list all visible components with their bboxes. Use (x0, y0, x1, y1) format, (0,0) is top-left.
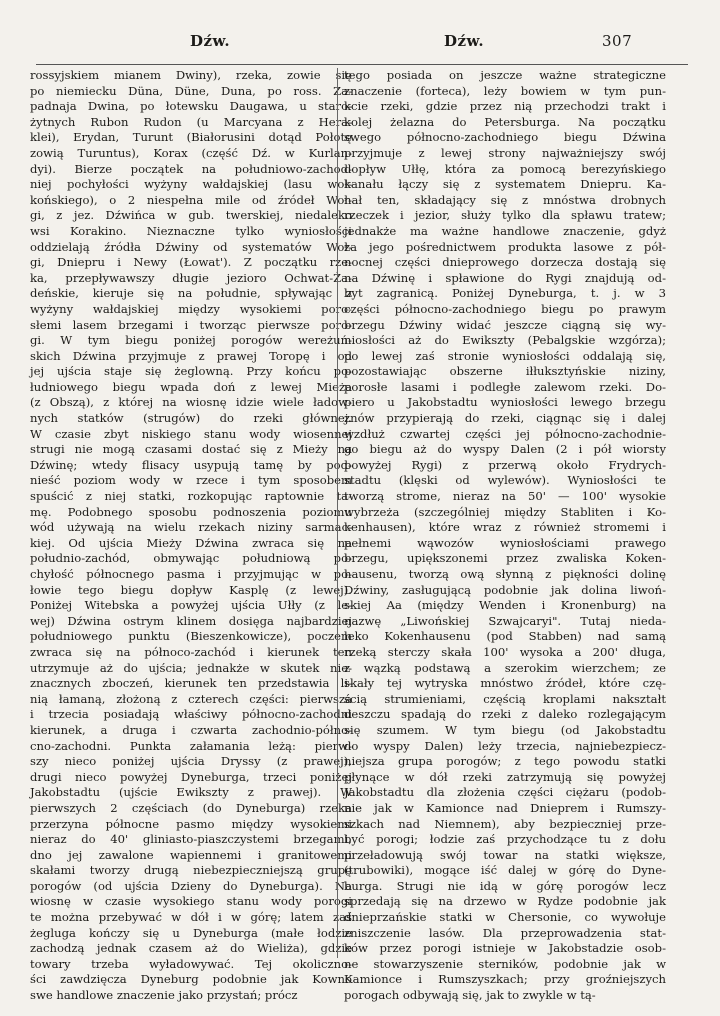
text-line: padnaja Dwina, po łotewsku Daugawa, u staro- (30, 99, 352, 114)
text-line: strugi nie mogą czasami dostać się z Mieży na (30, 442, 352, 457)
text-line: znacznych zboczeń, kierunek ten przedstawia li- (30, 676, 352, 691)
right-column (344, 68, 666, 1004)
text-line: zniszczenie lasów. Dla przeprowadzenia stat- (344, 925, 666, 940)
text-line: gi, z jez. Dźwińca w gub. twerskiej, niedaleko (30, 208, 352, 223)
text-line: skich Dźwina przyjmuje z prawej Toropę i od (30, 348, 352, 363)
text-line: gi. W tym biegu poniżej porogów wereżuń- (30, 333, 352, 348)
left-column (30, 68, 352, 1004)
text-line: kolej żelazna do Petersburga. Na początku (344, 114, 666, 129)
text-line: części północno-zachodniego biegu po prawym (344, 301, 666, 316)
text-line: brzegu, upiększonemi przez zwaliska Koken- (344, 551, 666, 566)
text-line: nieraz do 40' gliniasto-piaszczystemi brzegami, (30, 832, 352, 847)
text-line: się szumem. W tym biegu (od Jakobstadtu (344, 722, 666, 737)
text-line: kierunek, a druga i czwarta zachodnio-półno- (30, 722, 352, 737)
text-line: (trubowiki), mogące iść dalej w górę do Dyne- (344, 863, 666, 878)
text-line: deńskie, kieruje się na południe, spływając z (30, 286, 352, 301)
text-line: (z Obszą), z której na wiosnę idzie wiele ładow- (30, 395, 352, 410)
text-line: hausenu, tworzą ową słynną z piękności dolinę (344, 567, 666, 581)
text-line: kiej. Od ujścia Mieży Dźwina zwraca się na (30, 535, 352, 550)
text-line: jej ujścia staje się żeglowną. Przy końcu po- (30, 364, 352, 379)
text-line: tworzą strome, nieraz na 50' — 100' wysokie (344, 489, 666, 504)
text-line: niej pochyłości wyżyny wałdajskiej (lasu woł- (30, 177, 352, 192)
text-line: Kamionce i Rumszyszkach; przy groźniejszych (344, 972, 666, 987)
text-line: ne stowarzyszenie sterników, podobnie jak w (344, 956, 666, 971)
text-line: burga. Strugi nie idą w górę porogów lecz (344, 878, 666, 893)
text-line: zachodzą jednak czasem aż do Wieliża), gdzie (30, 941, 352, 956)
text-line: spuścić z niej statki, rozkopując raptownie ta- (30, 489, 352, 504)
text-line: ścią strumieniami, częścią kroplami nakształt (344, 691, 666, 706)
text-line: wyżyny wałdajskiej między wysokiemi poro- (30, 301, 352, 316)
text-line: zowią Turuntus), Korax (część Dź. w Kurlan- (30, 145, 352, 160)
text-line: drugi nieco powyżej Dyneburga, trzeci poniżej (30, 769, 352, 784)
text-line: przyjmuje z lewej strony najważniejszy swój (344, 145, 666, 160)
text-line: nych statków (strugów) do rzeki głównej. (30, 411, 352, 426)
text-line: mę. Podobnego sposobu podnoszenia poziomu (30, 504, 352, 519)
text-line: swego północno-zachodniego biegu Dźwina (344, 130, 666, 145)
text-line: ści zawdzięcza Dyneburg podobnie jak Kowno (30, 972, 352, 987)
text-line: i trzecia posiadają właściwy północno-zachodni (30, 707, 352, 722)
text-line: ka, przepływawszy długie jezioro Ochwat-Ża- (30, 270, 352, 285)
text-line: do wyspy Dalen) leży trzecia, najniebezpiecz- (344, 738, 666, 753)
text-line: niosłości aż do Ewikszty (Pebalgskie wzgórza); (344, 333, 666, 348)
text-line: nieść poziom wody w rzece i tym sposobem (30, 473, 352, 488)
text-line: znów przypierają do rzeki, ciągnąc się i dalej (344, 411, 666, 426)
text-line: za jego pośrednictwem produkta lasowe z pół- (344, 239, 666, 254)
text-line: żegluga kończy się u Dyneburga (małe łodzie (30, 925, 352, 940)
text-line: szkach nad Niemnem), aby bezpieczniej prze- (344, 816, 666, 831)
text-line: deszczu spadają do rzeki z daleko rozlegającym (344, 707, 666, 722)
text-line: Jakobstadtu dla złożenia części ciężaru (podob- (344, 785, 666, 800)
text-line: W czasie zbyt niskiego stanu wody wiosennej (30, 426, 352, 441)
text-line: powyżej Rygi) z przerwą około Frydrych- (344, 457, 666, 472)
text-line: dopływ Ułłę, która za pomocą berezyńskiego (344, 161, 666, 176)
text-line: wybrzeża (szczególniej między Stabliten i Ko- (344, 504, 666, 519)
text-line: sprzedają się na drzewo w Rydze podobnie jak (344, 894, 666, 909)
text-line: tego posiada on jeszcze ważne strategiczne (344, 68, 666, 82)
text-line: znaczenie (forteca), leży bowiem w tym pun- (344, 83, 666, 98)
text-line: wzdłuż czwartej części jej północno-zachodnie- (344, 426, 666, 441)
text-line: rossyjskiem mianem Dwiny), rzeka, zowie się (30, 68, 352, 82)
text-line: skałami tworzy drugą niebezpieczniejszą grupę (30, 863, 352, 878)
text-line: kanału łączy się z systematem Dniepru. Ka- (344, 177, 666, 192)
left-column-text (30, 68, 352, 1004)
text-line: zwraca się na północo-zachód i kierunek ten (30, 644, 352, 659)
text-line: towary trzeba wyładowywać. Tej okoliczno- (30, 956, 352, 971)
text-line: dno jej zawalone wapiennemi i granitowemi (30, 847, 352, 862)
text-line: ków przez porogi istnieje w Jakobstadzie osob- (344, 941, 666, 956)
text-line: Poniżej Witebska a powyżej ujścia Ułły (z le- (30, 598, 352, 613)
text-line: pozostawiając obszerne iłłuksztyńskie niziny, (344, 364, 666, 379)
text-line: klei), Erydan, Turunt (Białorusini dotąd Połotę (30, 130, 352, 145)
running-head-left: Dźw. (190, 32, 231, 50)
text-line: przeładowują swój towar na statki większe, (344, 847, 666, 862)
text-line: pierwszych 2 częściach (do Dyneburga) rzeka (30, 800, 352, 815)
text-line: przerzyna północne pasmo między wysokiemi (30, 816, 352, 831)
text-line: południo-zachód, obmywając południową po- (30, 551, 352, 566)
text-line: wiosnę w czasie wysokiego stanu wody porogi (30, 894, 352, 909)
text-line: stadtu (klęski od wylewów). Wyniosłości te (344, 473, 666, 488)
text-line: końskiego), o 2 niespełna mile od źródeł Woł- (30, 192, 352, 207)
text-line: słemi lasem brzegami i tworząc pierwsze poro- (30, 317, 352, 332)
text-line: nazwę „Liwońskiej Szwajcaryi". Tutaj nieda- (344, 613, 666, 628)
text-line: szy nieco poniżej ujścia Dryssy (z prawej), (30, 754, 352, 769)
text-line: dnieprzańskie statki w Chersonie, co wywołuje (344, 910, 666, 925)
text-line: swe handlowe znaczenie jako przystań; prócz (30, 988, 298, 1003)
text-line: chyłość północnego pasma i przyjmując w po- (30, 567, 352, 581)
text-line: żytnych Rubon Rudon (u Marcyana z Hera- (30, 114, 352, 129)
text-line: nie jak w Kamionce nad Dnieprem i Rumszy- (344, 800, 666, 815)
text-line: nał ten, składający się z mnóstwa drobnych (344, 192, 666, 207)
text-line: kenhausen), które wraz z również stromemi i (344, 520, 666, 535)
text-line: wsi Korakino. Nieznaczne tylko wyniosłości (30, 223, 352, 238)
text-line: cno-zachodni. Punkta załamania leżą: pierw- (30, 738, 352, 753)
text-line: niejsza grupa porogów; z tego powodu statki (344, 754, 666, 769)
text-line: porosłe lasami i podległe zalewom rzeki. Do- (344, 379, 666, 394)
text-line: dyi). Bierze początek na południowo-zachod- (30, 161, 352, 176)
text-line: piero u Jakobstadtu wyniosłości lewego brzegu (344, 395, 666, 410)
text-line: łudniowego biegu wpada doń z lewej Mieża (30, 379, 352, 394)
text-line: nocnej części dnieprowego dorzecza dostają się (344, 255, 666, 270)
text-line: porogów (od ujścia Dzieny do Dyneburga). Na (30, 878, 352, 893)
text-line: łowie tego biegu dopływ Kasplę (z lewej). (30, 582, 352, 597)
text-line: po lewej zaś stronie wyniosłości oddalają się, (344, 348, 666, 363)
text-line: leko Kokenhausenu (pod Stabben) nad samą (344, 629, 666, 644)
text-line: rzeczek i jezior, służy tylko dla spławu tratew; (344, 208, 666, 223)
text-line: skiej Aa (między Wenden i Kronenburg) na (344, 598, 666, 613)
text-line: Dźwinę; wtedy flisacy usypują tamę by pod- (30, 457, 352, 472)
text-line: być porogi; łodzie zaś przychodzące tu z dołu (344, 832, 666, 847)
page-number: 307 (602, 32, 633, 50)
text-line: na Dźwinę i spławione do Rygi znajdują od- (344, 270, 666, 285)
text-line: wód używają na wielu rzekach niziny sarmac- (30, 520, 352, 535)
text-line: jednakże ma ważne handlowe znaczenie, gdyż (344, 223, 666, 238)
text-line: kcie rzeki, gdzie przez nią przechodzi trakt i (344, 99, 666, 114)
text-line: brzegu Dźwiny widać jeszcze ciągną się wy- (344, 317, 666, 332)
text-line: Jakobstadtu (ujście Ewikszty z prawej). W (30, 785, 352, 800)
text-line: oddzielają źródła Dźwiny od systematów Woł- (30, 239, 352, 254)
text-line: porogach odbywają się, jak to zwykle w tą- (344, 988, 596, 1003)
text-line: skały tej wytryska mnóstwo źródeł, które czę- (344, 676, 666, 691)
header-rule (36, 64, 688, 65)
text-line: płynące w dół rzeki zatrzymują się powyżej (344, 769, 666, 784)
text-line: po niemiecku Düna, Düne, Duna, po ross. Za- (30, 83, 352, 98)
running-head-right: Dźw. (444, 32, 485, 50)
right-column-text (344, 68, 666, 1004)
text-line: utrzymuje aż do ujścia; jednakże w skutek nie- (30, 660, 352, 675)
text-line: z wązką podstawą a szerokim wierzchem; ze (344, 660, 666, 675)
text-line: wej) Dźwina ostrym klinem dosięga najbardziej (30, 613, 352, 628)
text-line: nią łamaną, złożoną z czterech części: pierwsza (30, 691, 352, 706)
text-line: gi, Dniepru i Newy (Łowat'). Z początku rze- (30, 255, 352, 270)
text-line: Dźwiny, zasługującą podobnie jak dolina liwoń- (344, 582, 666, 597)
text-line: byt zagranicą. Poniżej Dyneburga, t. j. w 3 (344, 286, 666, 301)
text-line: te można przebywać w dół i w górę; latem zaś (30, 910, 352, 925)
text-line: go biegu aż do wyspy Dalen (2 i pół wiorsty (344, 442, 666, 457)
text-line: południowego punktu (Bieszenkowicze), poczem (30, 629, 352, 644)
column-divider (337, 68, 338, 958)
text-line: rzeką sterczy skała 100' wysoka a 200' długa, (344, 644, 666, 659)
text-line: pełnemi wąwozów wyniosłościami prawego (344, 535, 666, 550)
